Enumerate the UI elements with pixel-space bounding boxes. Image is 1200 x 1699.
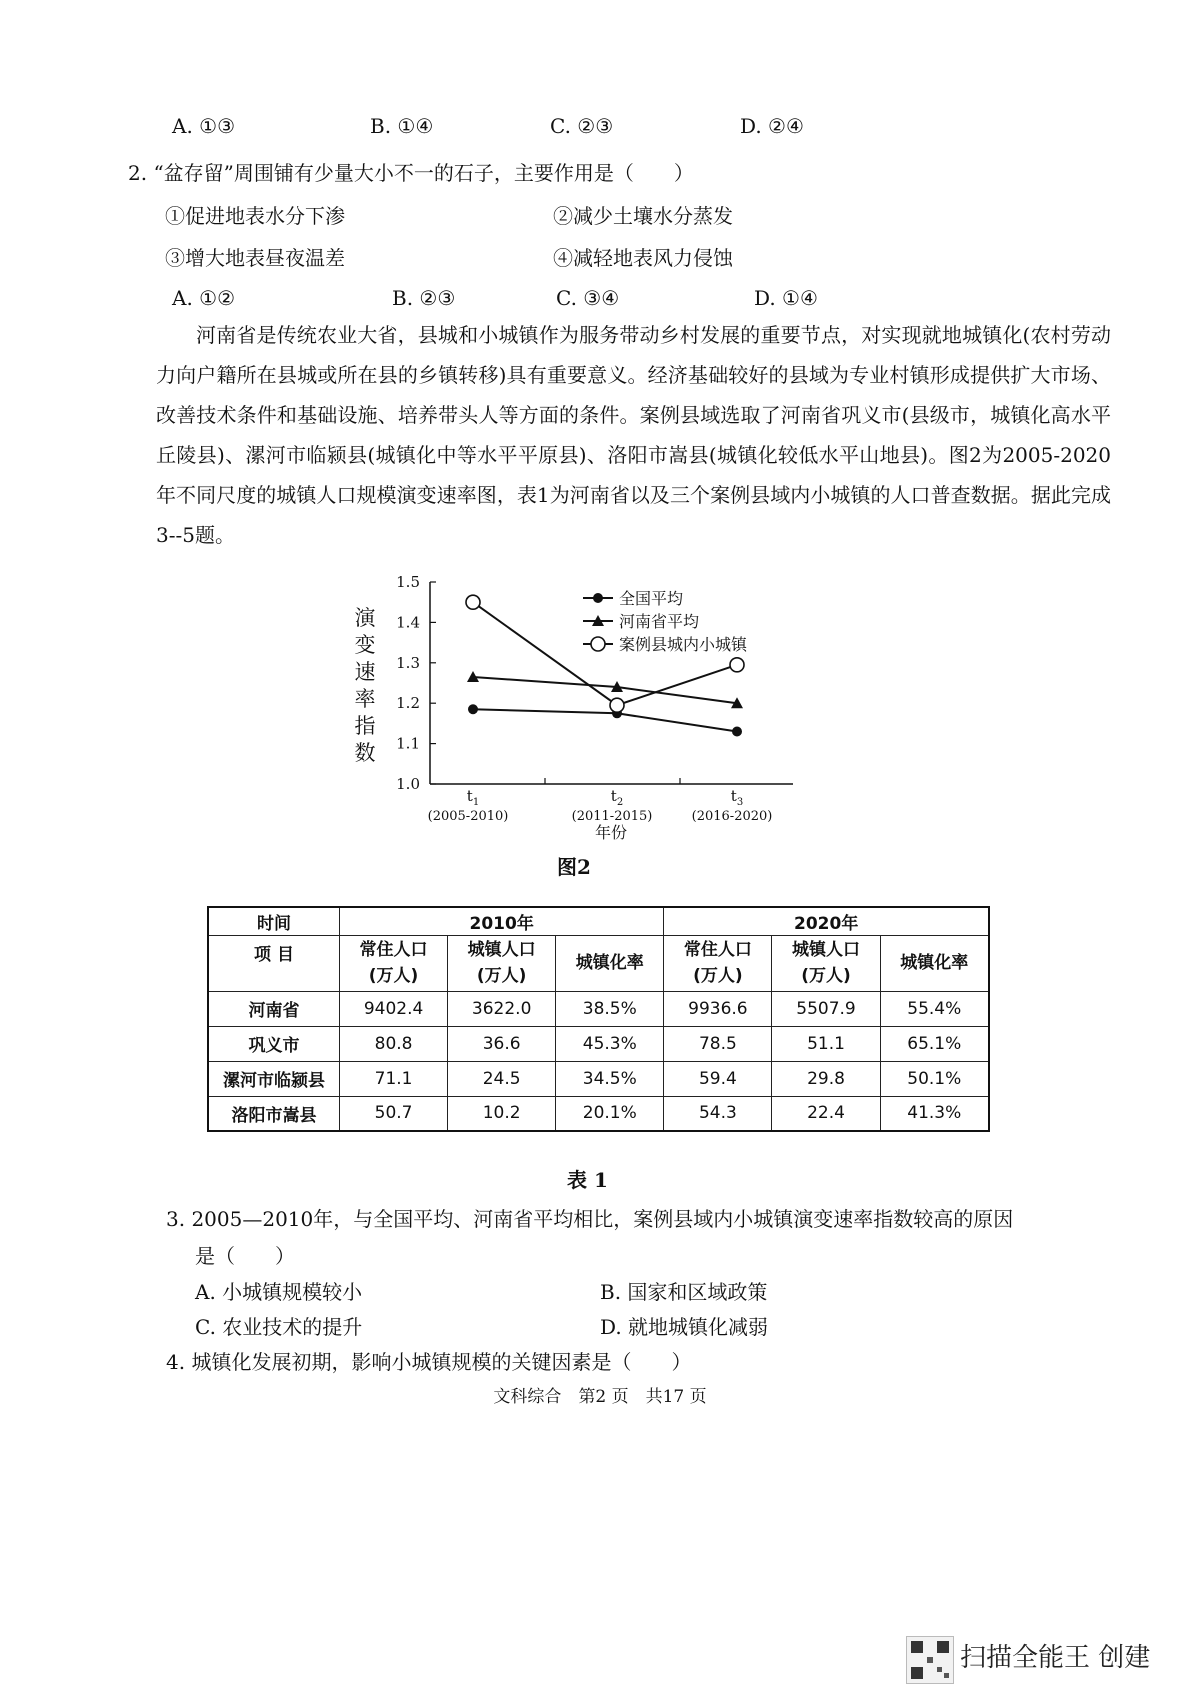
q3-stem-line2: 是（ ） (195, 1244, 295, 1268)
column-header-label: 城镇化率 (575, 953, 644, 973)
series-line (473, 677, 737, 703)
data-point (610, 698, 624, 712)
qr-code-icon (906, 1636, 954, 1684)
column-header (340, 935, 448, 991)
q1-option-b: B. ①④ (370, 114, 434, 138)
q2-stem: 2. “盆存留”周围铺有少量大小不一的石子，主要作用是（ ） (128, 161, 694, 185)
table-cell: 50.7 (340, 1096, 448, 1131)
row-label: 漯河市临颍县 (208, 1061, 340, 1096)
row-label: 河南省 (208, 991, 340, 1026)
y-axis-title-char: 数 (354, 741, 376, 765)
column-header (448, 935, 556, 991)
header-time: 时间 (208, 907, 340, 935)
column-header (880, 935, 989, 991)
table-cell: 45.3% (556, 1026, 664, 1061)
table-cell: 22.4 (772, 1096, 880, 1131)
column-header-unit: (万人) (693, 966, 743, 986)
table-cell: 50.1% (880, 1061, 989, 1096)
q4-stem: 4. 城镇化发展初期，影响小城镇规模的关键因素是（ ） (166, 1350, 692, 1374)
x-range-label: (2016-2020) (691, 809, 773, 824)
column-header-unit: (万人) (801, 966, 851, 986)
table-cell: 54.3 (664, 1096, 772, 1131)
header-year-2010: 2010年 (340, 907, 664, 935)
y-axis-title-char: 率 (354, 687, 376, 711)
column-header-label: 常住人口 (359, 940, 428, 960)
q2-item-2: ②减少土壤水分蒸发 (553, 204, 733, 228)
q2-item-1: ①促进地表水分下渗 (165, 204, 345, 228)
table-cell: 59.4 (664, 1061, 772, 1096)
column-header-row (208, 935, 989, 991)
column-header-label: 常住人口 (683, 940, 752, 960)
column-header-label: 城镇人口 (791, 940, 860, 960)
x-tick-label: $t_2$ (610, 787, 624, 808)
table-cell: 3622.0 (448, 991, 556, 1026)
q1-option-c: C. ②③ (550, 114, 614, 138)
row-label: 巩义市 (208, 1026, 340, 1061)
table-cell: 9402.4 (340, 991, 448, 1026)
table-row (208, 1061, 989, 1096)
table-cell: 20.1% (556, 1096, 664, 1131)
x-tick-label: $t_1$ (466, 787, 480, 808)
column-header (772, 935, 880, 991)
column-header-label: 城镇化率 (900, 953, 969, 973)
column-header-unit: (万人) (476, 966, 527, 986)
table-cell: 78.5 (664, 1026, 772, 1061)
table-1 (207, 906, 990, 1132)
legend-label: 案例县城内小城镇 (619, 635, 748, 654)
reading-passage (156, 315, 1111, 555)
scanner-watermark: 扫描全能王 创建 (960, 1643, 1151, 1673)
column-header (556, 935, 664, 991)
q3-option-c: C. 农业技术的提升 (195, 1315, 363, 1339)
q2-item-4: ④减轻地表风力侵蚀 (553, 246, 733, 270)
data-point (468, 704, 478, 714)
q3-stem-line1: 3. 2005—2010年，与全国平均、河南省平均相比，案例县域内小城镇演变速率指数较高的原因 (166, 1207, 1014, 1231)
data-point (730, 658, 744, 672)
q1-option-d: D. ②④ (740, 114, 804, 138)
table-cell: 29.8 (772, 1061, 880, 1096)
table-cell: 80.8 (340, 1026, 448, 1061)
passage-text: 河南省是传统农业大省，县城和小城镇作为服务带动乡村发展的重要节点，对实现就地城镇化(农村劳动力向户籍所在县城或所在县的乡镇转移)具有重要意义。经济基础较好的县域为专业村镇形成提供扩大市场、改善技术条件和基础设施、培养带头人等方面的条件。案例县域选取了河南省巩义市(县级市，城镇化高水平丘陵县)、漯河市临颍县(城镇化中等水平平原县)、洛阳市嵩县(城镇化较低水平山地县)。图2为2005-2020年不同尺度的城镇人口规模演变速率图，表1为河南省以及三个案例县域内小城镇的人口普查数据。据此完成3--5题。 (156, 323, 1111, 547)
header-year-2020: 2020年 (664, 907, 989, 935)
table-cell: 24.5 (448, 1061, 556, 1096)
data-point (466, 595, 480, 609)
page-footer: 文科综合 第2 页 共17 页 (493, 1387, 707, 1407)
x-tick-label: $t_3$ (730, 787, 744, 808)
data-point (732, 726, 742, 736)
q2-option-a: A. ①② (172, 286, 236, 310)
q2-option-c: C. ③④ (556, 286, 620, 310)
legend-marker (593, 593, 603, 603)
table-cell: 71.1 (340, 1061, 448, 1096)
table-cell: 36.6 (448, 1026, 556, 1061)
q3-option-a: A. 小城镇规模较小 (195, 1280, 363, 1304)
x-range-label: (2005-2010) (427, 809, 509, 824)
legend-label: 河南省平均 (619, 612, 700, 631)
table-cell: 55.4% (880, 991, 989, 1026)
y-tick-label: 1.0 (396, 775, 420, 793)
table-row (208, 1096, 989, 1131)
column-header (664, 935, 772, 991)
q1-option-a: A. ①③ (172, 114, 236, 138)
y-tick-label: 1.2 (396, 694, 420, 713)
table-cell: 41.3% (880, 1096, 989, 1131)
y-axis-title-char: 变 (354, 633, 376, 657)
table-cell: 34.5% (556, 1061, 664, 1096)
y-tick-label: 1.5 (396, 573, 420, 591)
figure-2-line-chart (345, 570, 865, 860)
table-cell: 51.1 (772, 1026, 880, 1061)
legend-marker (591, 637, 605, 651)
y-tick-label: 1.3 (396, 653, 420, 672)
column-header-unit: (万人) (368, 966, 419, 986)
series-line (473, 709, 737, 731)
table-caption: 表 1 (567, 1168, 608, 1192)
q3-option-b: B. 国家和区域政策 (600, 1280, 768, 1304)
table-row (208, 1026, 989, 1061)
q2-item-3: ③增大地表昼夜温差 (165, 246, 345, 270)
y-tick-label: 1.1 (396, 734, 420, 753)
q2-option-d: D. ①④ (754, 286, 818, 310)
q2-option-b: B. ②③ (392, 286, 456, 310)
table-cell: 38.5% (556, 991, 664, 1026)
column-header-label: 城镇人口 (467, 940, 536, 960)
legend-label: 全国平均 (619, 589, 684, 608)
table-cell: 65.1% (880, 1026, 989, 1061)
table-body (208, 991, 989, 1131)
y-tick-label: 1.4 (396, 613, 420, 632)
table-cell: 5507.9 (772, 991, 880, 1026)
y-axis-title-char: 指 (354, 714, 376, 738)
row-label: 洛阳市嵩县 (208, 1096, 340, 1131)
table-row (208, 991, 989, 1026)
table-cell: 9936.6 (664, 991, 772, 1026)
x-range-label: (2011-2015) (571, 809, 653, 824)
q3-option-d: D. 就地城镇化减弱 (600, 1315, 769, 1339)
header-item: 项 目 (208, 935, 340, 991)
table-cell: 10.2 (448, 1096, 556, 1131)
x-axis-title: 年份 (594, 823, 628, 842)
y-axis-title-char: 速 (354, 660, 376, 684)
figure-caption: 图2 (557, 855, 591, 879)
y-axis-title-char: 演 (354, 606, 376, 630)
